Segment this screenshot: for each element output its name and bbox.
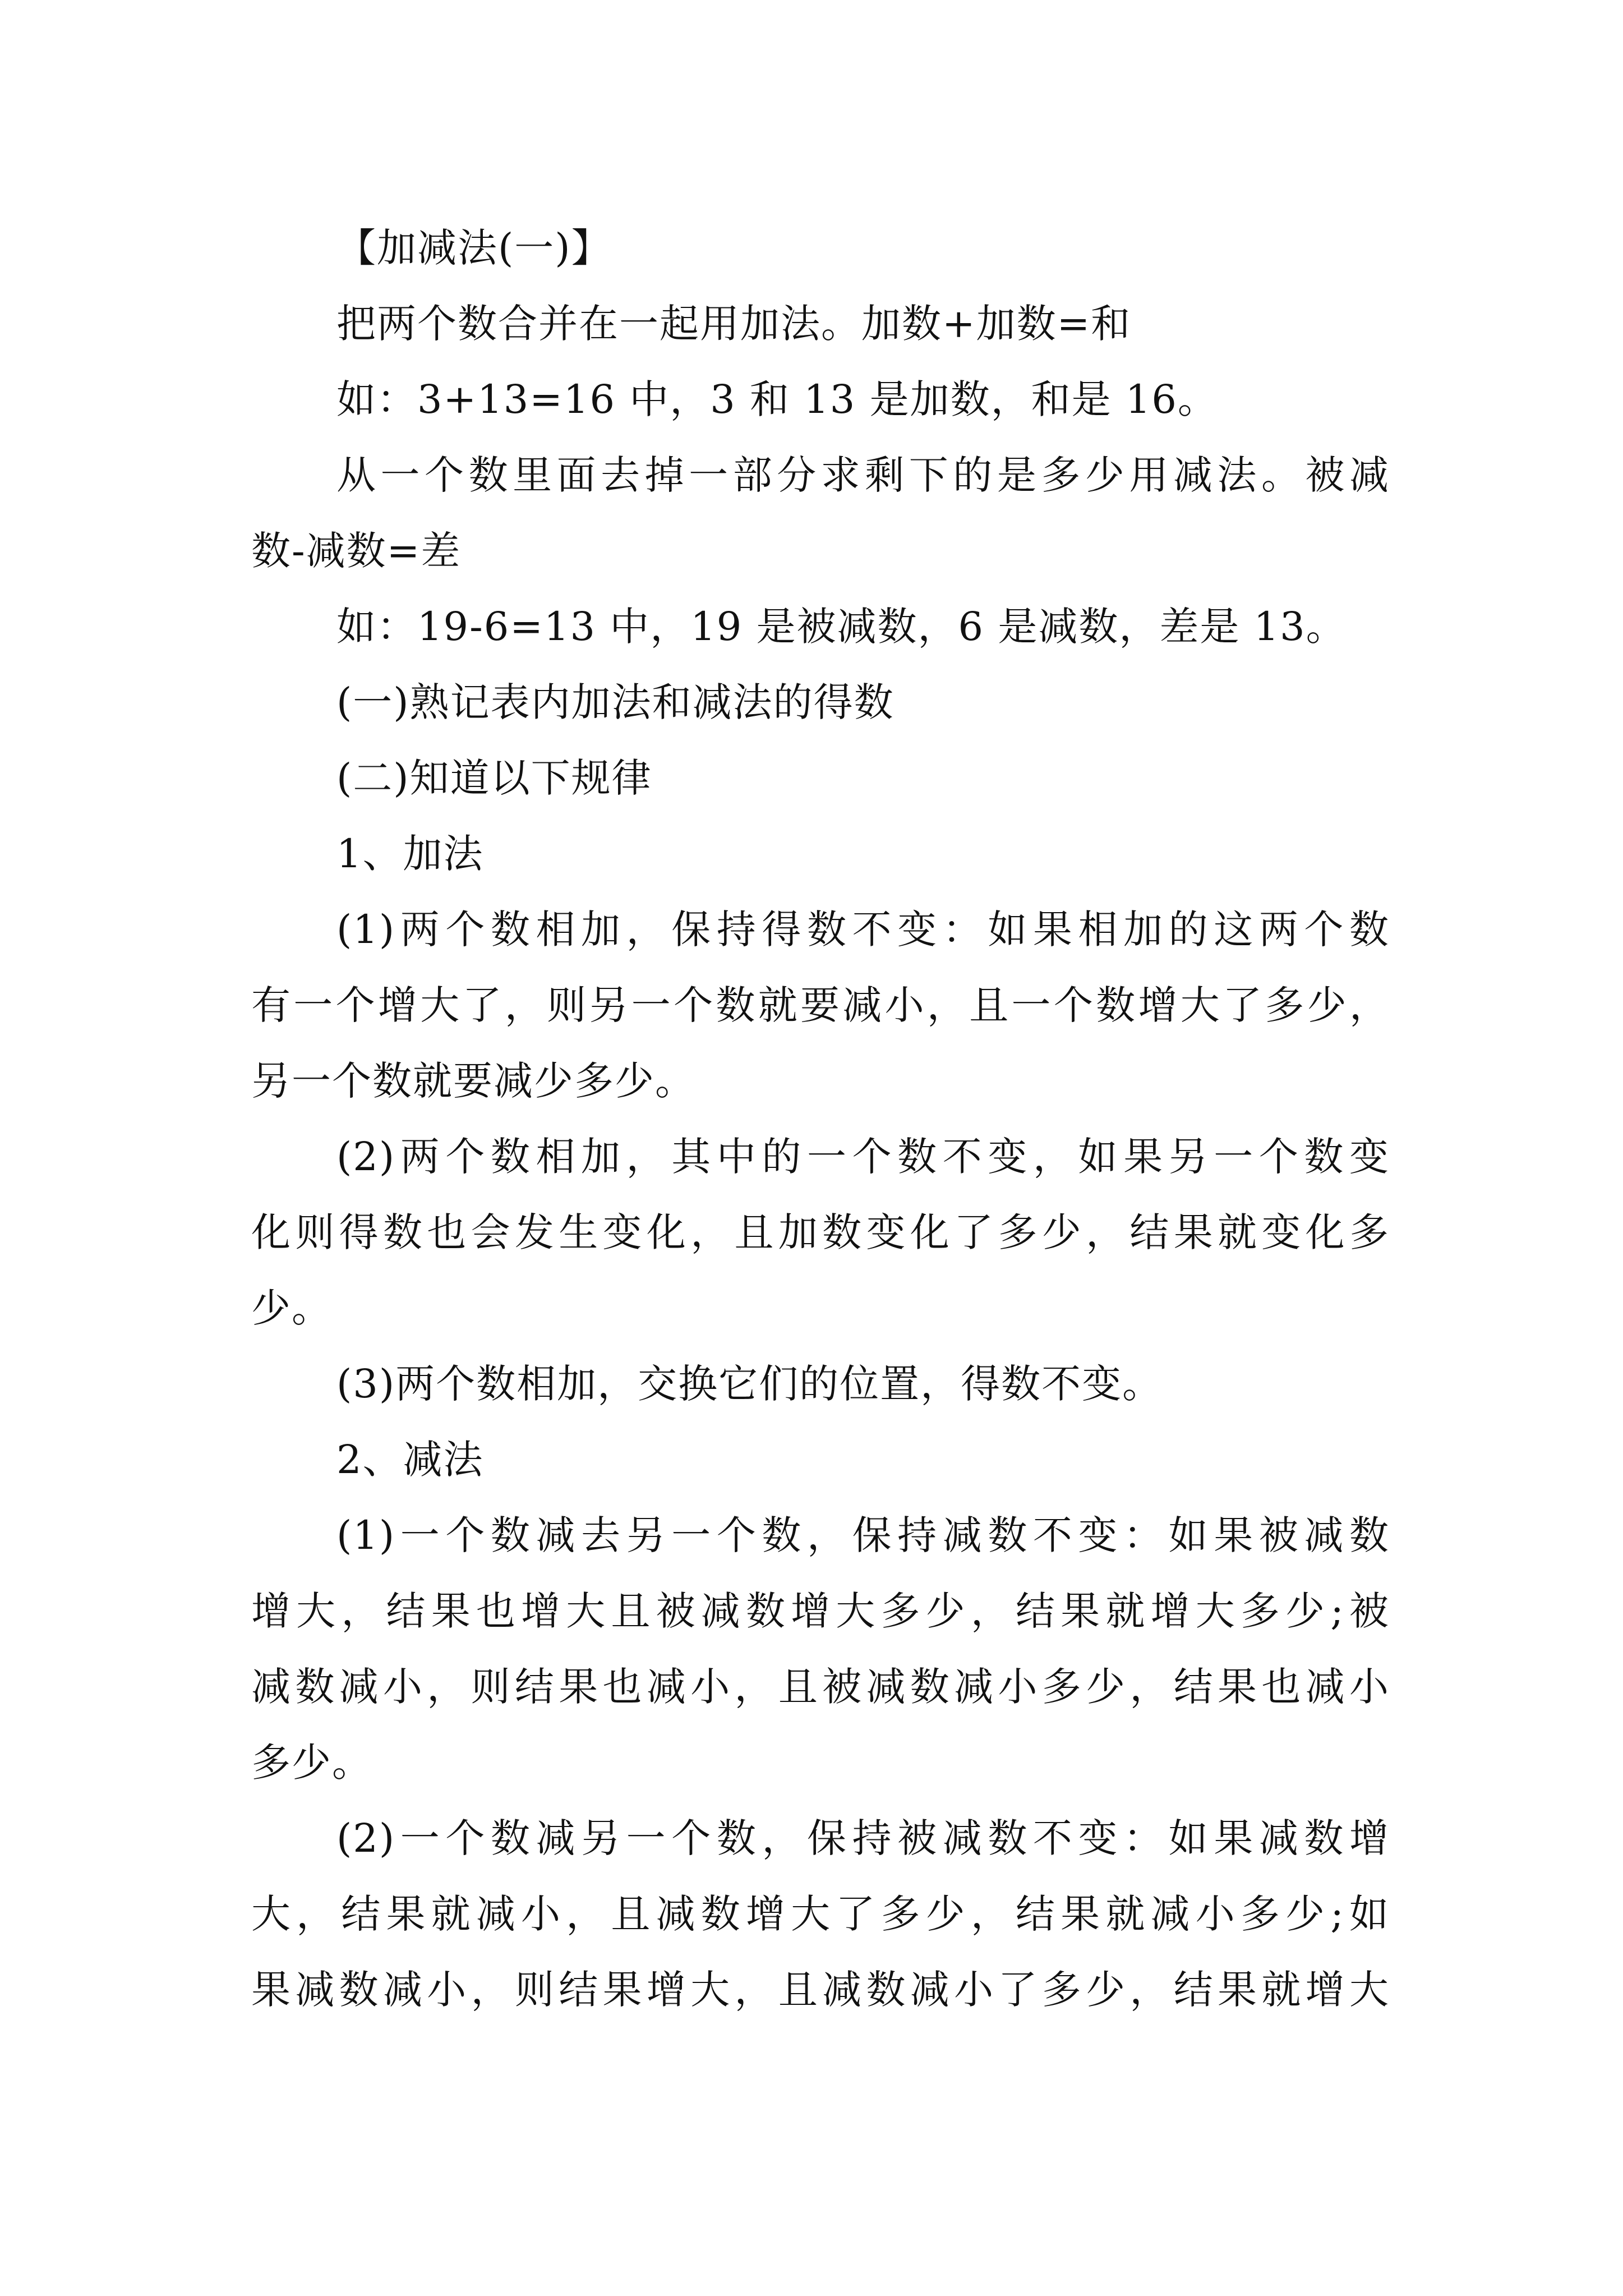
addition-rule-2-line-3: 少。 xyxy=(251,1285,332,1331)
document-body xyxy=(251,210,1390,2028)
addition-rule-3: (3)两个数相加，交换它们的位置，得数不变。 xyxy=(336,1361,1163,1407)
addition-rule-1-line-2: 有一个增大了，则另一个数就要减小，且一个数增大了多少， xyxy=(251,982,1390,1028)
subtraction-rule-1-line-2: 增大，结果也增大且被减数增大多少，结果就增大多少;被 xyxy=(251,1588,1390,1634)
subtraction-rule-2-line-1: (2)一个数减另一个数，保持被减数不变：如果减数增 xyxy=(336,1815,1390,1861)
addition-rule-1-line-1: (1)两个数相加，保持得数不变：如果相加的这两个数 xyxy=(336,907,1390,953)
subheading-subtraction: 2、减法 xyxy=(336,1437,484,1483)
paragraph-addition-definition: 把两个数合并在一起用加法。加数+加数=和 xyxy=(336,301,1132,347)
subtraction-rule-1-line-1: (1)一个数减去另一个数，保持减数不变：如果被减数 xyxy=(336,1512,1390,1558)
addition-rule-1-line-3: 另一个数就要减少多少。 xyxy=(251,1058,695,1104)
paragraph-addition-example: 如：3+13=16 中，3 和 13 是加数，和是 16。 xyxy=(336,376,1218,422)
subtraction-rule-1-line-3: 减数减小，则结果也减小，且被减数减小多少，结果也减小 xyxy=(251,1664,1390,1710)
paragraph-subtraction-definition-line-2: 数-减数=差 xyxy=(251,528,462,574)
section-heading: 【加减法(一)】 xyxy=(336,225,612,271)
subtraction-rule-1-line-4: 多少。 xyxy=(251,1740,372,1786)
subtraction-rule-2-line-2: 大，结果就减小，且减数增大了多少，结果就减小多少;如 xyxy=(251,1891,1390,1937)
paragraph-point-one: (一)熟记表内加法和减法的得数 xyxy=(336,679,895,725)
subheading-addition: 1、加法 xyxy=(336,831,484,877)
paragraph-subtraction-example: 如：19-6=13 中，19 是被减数，6 是减数，差是 13。 xyxy=(336,604,1347,650)
addition-rule-2-line-2: 化则得数也会发生变化，且加数变化了多少，结果就变化多 xyxy=(251,1209,1390,1255)
subtraction-rule-2-line-3: 果减数减小，则结果增大，且减数减小了多少，结果就增大 xyxy=(251,1967,1390,2013)
paragraph-subtraction-definition-line-1: 从一个数里面去掉一部分求剩下的是多少用减法。被减 xyxy=(336,452,1390,498)
paragraph-point-two: (二)知道以下规律 xyxy=(336,755,652,801)
addition-rule-2-line-1: (2)两个数相加，其中的一个数不变，如果另一个数变 xyxy=(336,1134,1390,1180)
